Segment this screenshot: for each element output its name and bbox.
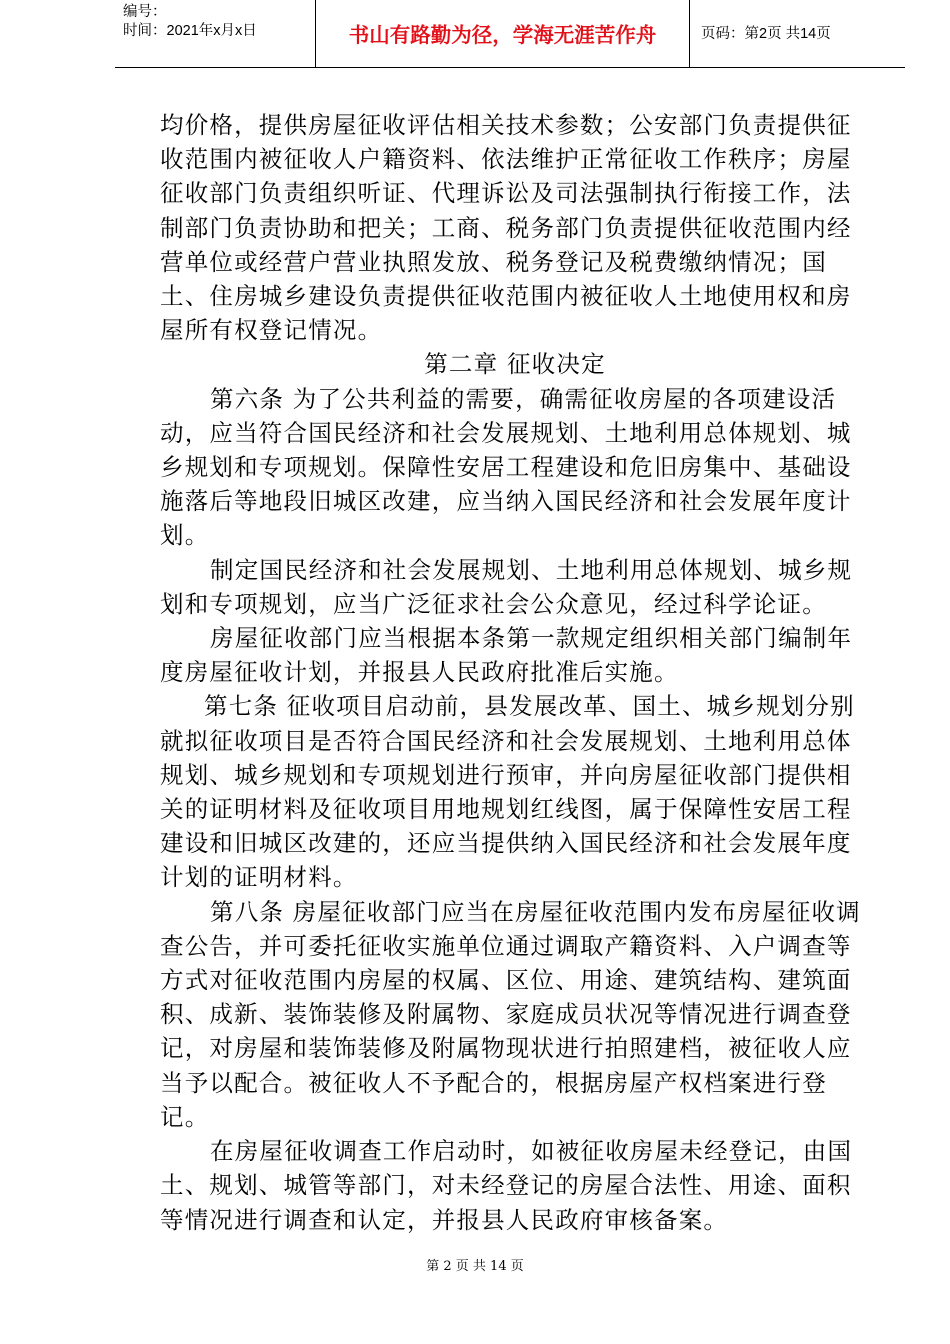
- article-7-paragraph: 第七条 征收项目启动前，县发展改革、国土、城乡规划分别就拟征收项目是否符合国民经济和社会发展规划、土地利用总体规划、城乡规划和专项规划进行预审，并向房屋征收部门提供相关的证明材料及征收项目用地规划红线图，属于保障性安居工程建设和旧城区改建的，还应当提供纳入国民经济和社会发展年度计划的证明材料。: [160, 692, 855, 892]
- article-6-paragraph-3: 房屋征收部门应当根据本条第一款规定组织相关部门编制年度房屋征收计划，并报县人民政府批准后实施。: [160, 624, 853, 687]
- document-body: [160, 108, 870, 1237]
- paragraph-continued: 均价格，提供房屋征收评估相关技术参数；公安部门负责提供征收范围内被征收人户籍资料、依法维护正常征收工作秩序；房屋征收部门负责组织听证、代理诉讼及司法强制执行衔接工作，法制部门负责协助和把关；工商、税务部门负责提供征收范围内经营单位或经营户营业执照发放、税务登记及税费缴纳情况；国土、住房城乡建设负责提供征收范围内被征收人土地使用权和房屋所有权登记情况。: [160, 111, 852, 345]
- article-8-paragraph: 第八条 房屋征收部门应当在房屋征收范围内发布房屋征收调查公告，并可委托征收实施单位通过调取产籍资料、入户调查等方式对征收范围内房屋的权属、区位、用途、建筑结构、建筑面积、成新、装饰装修及附属物、家庭成员状况等情况进行调查登记，对房屋和装饰装修及附属物现状进行拍照建档，被征收人应当予以配合。被征收人不予配合的，根据房屋产权档案进行登记。: [160, 897, 861, 1131]
- page-footer: 第 2 页 共 14 页: [426, 1259, 524, 1274]
- header-motto: 书山有路勤为径，学海无涯苦作舟: [348, 23, 657, 47]
- article-6-paragraph-2: 制定国民经济和社会发展规划、土地利用总体规划、城乡规划和专项规划，应当广泛征求社会公众意见，经过科学论证。: [160, 555, 853, 618]
- chapter-heading: 第二章 征收决定: [424, 350, 606, 379]
- document-time-label: 时间：2021年x月x日: [123, 23, 257, 39]
- article-8-paragraph-2: 在房屋征收调查工作启动时，如被征收房屋未经登记，由国土、规划、城管等部门，对未经登记的房屋合法性、用途、面积等情况进行调查和认定，并报县人民政府审核备案。: [160, 1137, 853, 1234]
- header-motto-cell: [315, 0, 690, 67]
- header-meta-cell: [115, 0, 315, 67]
- page-header: [115, 0, 905, 68]
- article-6-paragraph: 第六条 为了公共利益的需要，确需征收房屋的各项建设活动，应当符合国民经济和社会发展规划、土地利用总体规划、城乡规划和专项规划。保障性安居工程建设和危旧房集中、基础设施落后等地段旧城区改建，应当纳入国民经济和社会发展年度计划。: [160, 384, 852, 550]
- document-number-label: 编号：: [123, 4, 167, 20]
- header-page-cell: [689, 0, 905, 67]
- header-divider: [115, 67, 905, 68]
- header-page-info: 页码：第2页 共14页: [701, 26, 831, 42]
